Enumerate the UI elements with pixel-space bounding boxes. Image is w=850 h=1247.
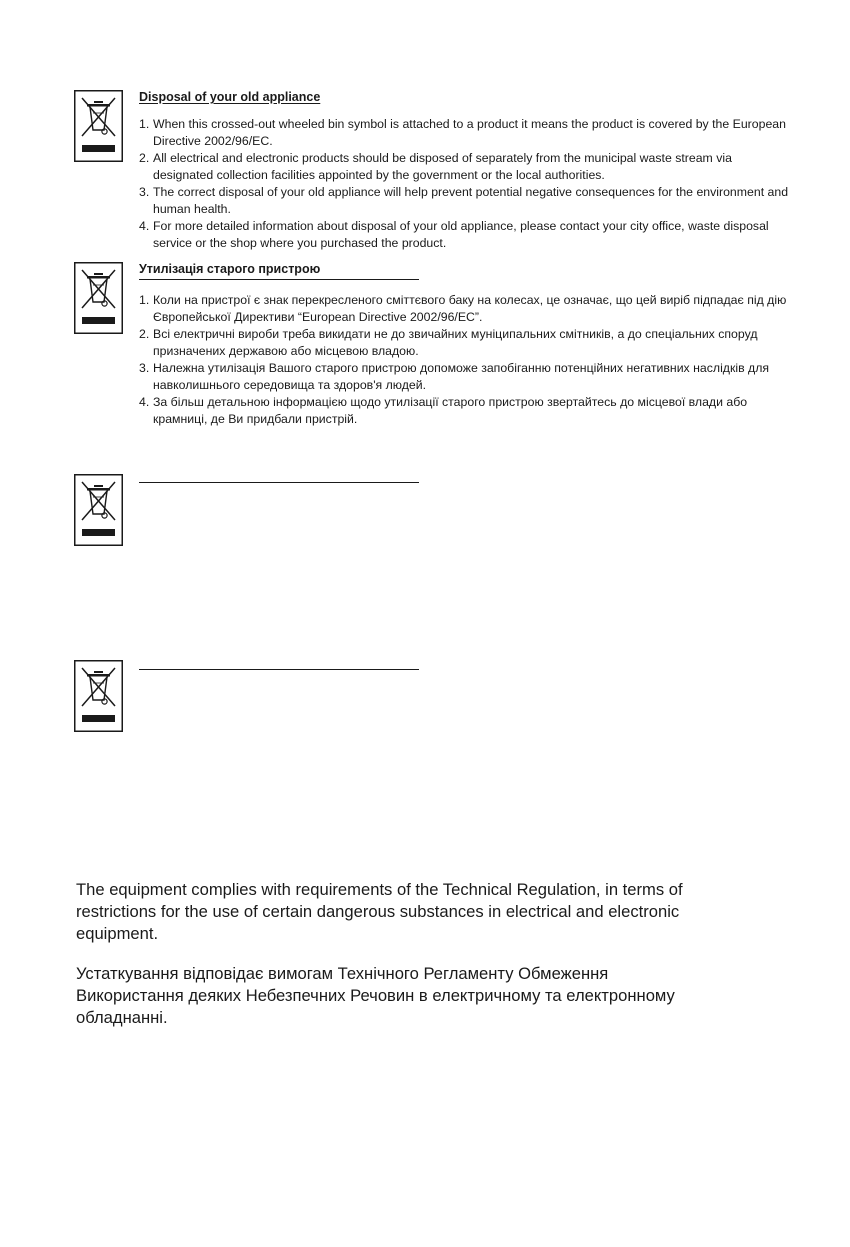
disposal-list-english [139,116,789,252]
item-text: All electrical and electronic products should be disposed of separately from the municipal waste stream via designated collection facilities appointed by the government or the local authorities. [153,151,732,182]
compliance-statement-english: The equipment complies with requirements of the Technical Regulation, in terms of restrictions for the use of certain dangerous substances in electrical and electronic equipment. [76,880,683,943]
list-item [139,218,789,252]
list-item [139,394,789,428]
section-title-english: Disposal of your old appliance [139,90,321,104]
list-item [139,150,789,184]
compliance-statement-ukrainian: Устаткування відповідає вимогам Технічного Регламенту Обмеження Використання деяких Небезпечних Речовин в електричному та електронному обладнанні. [76,964,675,1027]
item-number: 2. [139,327,150,341]
item-number: 3. [139,185,150,199]
section-title-ukrainian: Утилізація старого пристрою [139,262,321,276]
item-text: Належна утилізація Вашого старого пристрою допоможе запобіганню потенційних негативних наслідків для навколишнього середовища та здоров'я людей. [153,361,770,392]
item-text: За більш детальною інформацією щодо утилізації старого пристрою звертайтесь до місцевої влади або крамниці, де Ви придбали пристрій. [153,395,748,426]
crossed-out-wheeled-bin-icon [74,660,123,732]
item-number: 3. [139,361,150,375]
list-item [139,326,789,360]
title-rule [139,279,419,280]
list-item [139,360,789,394]
item-number: 1. [139,117,150,131]
crossed-out-wheeled-bin-icon [74,90,123,162]
list-item [139,292,789,326]
item-text: Всі електричні вироби треба викидати не до звичайних муніципальних смітників, а до спеціальних споруд призначених державою або місцевою владою. [153,327,758,358]
title-rule [139,669,419,670]
list-item [139,184,789,218]
item-number: 1. [139,293,150,307]
list-item [139,116,789,150]
crossed-out-wheeled-bin-icon [74,474,123,546]
item-number: 4. [139,219,150,233]
disposal-list-ukrainian [139,292,789,428]
item-text: When this crossed-out wheeled bin symbol is attached to a product it means the product is covered by the European Directive 2002/96/EC. [153,117,786,148]
item-text: The correct disposal of your old appliance will help prevent potential negative consequences for the environment and human health. [153,185,789,216]
title-rule [139,482,419,483]
item-number: 4. [139,395,150,409]
item-text: For more detailed information about disposal of your old appliance, please contact your city office, waste disposal service or the shop where you purchased the product. [153,219,769,250]
item-number: 2. [139,151,150,165]
item-text: Коли на пристрої є знак перекресленого сміттєвого баку на колесах, це означає, що цей виріб підпадає під дію Європейської Директиви “European Directive 2002/96/EC”. [153,293,787,324]
crossed-out-wheeled-bin-icon [74,262,123,334]
